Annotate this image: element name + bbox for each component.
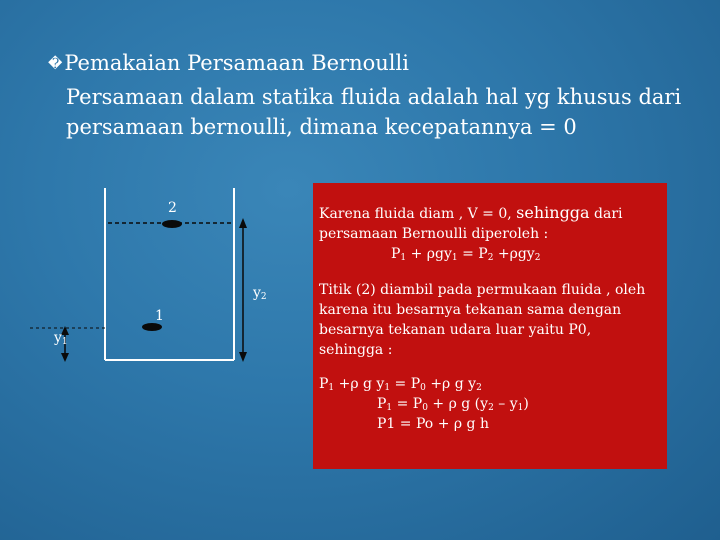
y2-arrow-head-top (239, 218, 247, 228)
explanation-intro: Karena fluida diam , V = 0, sehingga dari persamaan Bernoulli diperoleh : (319, 203, 623, 242)
equation-step-1: $P_1 +\rho$ g $y_1 = P_0 +\rho$ g $y_2$ (319, 376, 482, 393)
slide-title-text: Pemakaian Persamaan Bernoulli (64, 51, 409, 75)
point-2-marker (162, 220, 182, 228)
point-2-label: 2 (168, 200, 177, 216)
bullet-icon: � (48, 56, 63, 72)
bernoulli-equation: $P_1 + \rho gy_1 = P_2 +\rho gy_2$ (391, 246, 541, 263)
y2-arrow-head-bottom (239, 352, 247, 362)
equation-step-3: P1 = Po + ρ g h (377, 416, 489, 432)
explanation-paragraph: Titik (2) diambil pada permukaan fluida , oleh karena itu besarnya tekanan sama dengan besarnya tekanan udara luar yaitu P0, sehingga : (319, 282, 646, 358)
intro-text: Persamaan dalam statika fluida adalah hal yg khusus dari persamaan bernoulli, dimana kecepatannya = 0 (66, 85, 682, 139)
y1-arrow-head-bottom (61, 353, 69, 362)
equation-step-2: $P_1 = P_0 + \rho$ g $(y_2 - y_1)$ (377, 396, 529, 413)
container-diagram (0, 180, 300, 380)
slide-title (48, 50, 409, 77)
y1-label: $y_1$ (54, 330, 68, 347)
point-1-marker (142, 323, 162, 331)
point-1-label: 1 (155, 308, 164, 324)
y2-label: $y_2$ (253, 285, 267, 302)
explanation-box (313, 183, 667, 469)
